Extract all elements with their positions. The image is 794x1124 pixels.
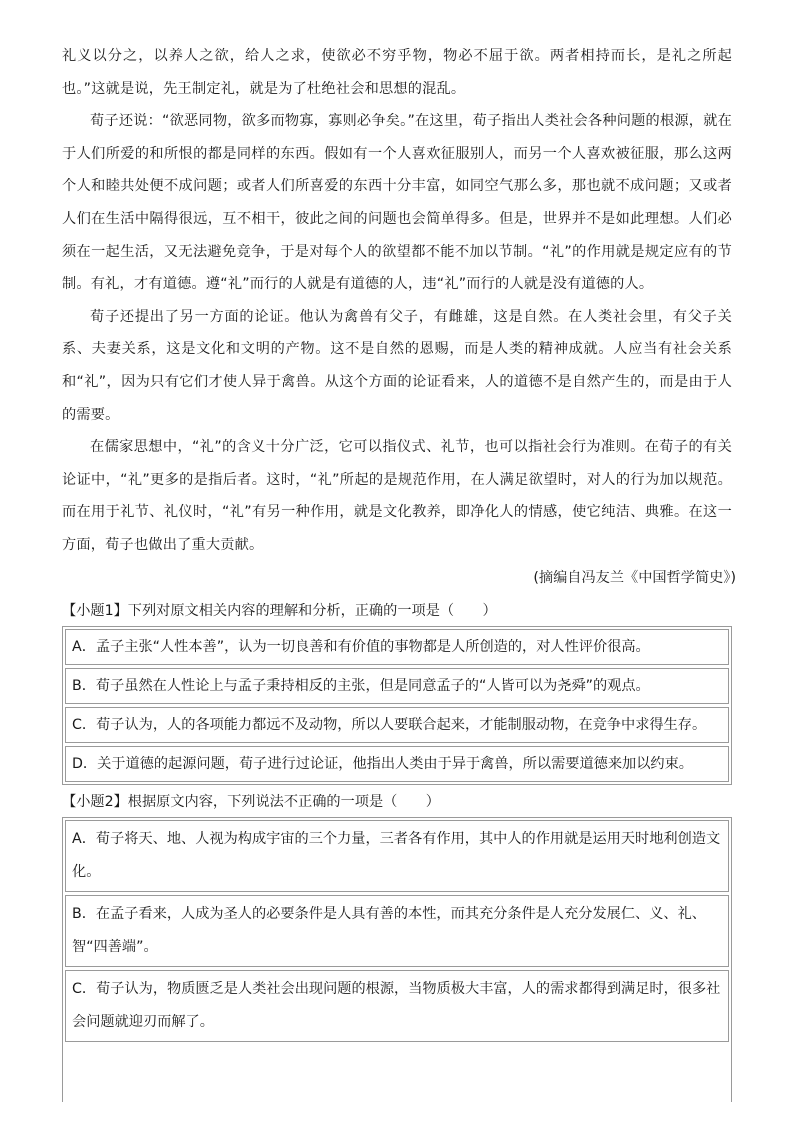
- passage-paragraph-2: 荀子还说：“欲恶同物，欲多而物寡，寡则必争矣。”在这里，荀子指出人类社会各种问题的根源，就在于人们所爱的和所恨的都是同样的东西。假如有一个人喜欢征服别人，而另一个人喜欢被征服，那么这两个人和睦共处便不成问题；或者人们所喜爱的东西十分丰富，如同空气那么多，那也就不成问题；又或者人们在生活中隔得很远，互不相干，彼此之间的问题也会简单得多。但是，世界并不是如此理想。人们必须在一起生活，又无法避免竞争，于是对每个人的欲望都不能不加以节制。“礼”的作用就是规定应有的节制。有礼，才有道德。遵“礼”而行的人就是有道德的人，违“礼”而行的人就是没有道德的人。: [62, 113, 732, 293]
- question-2-options: [62, 817, 732, 1102]
- passage-paragraph-3: 荀子还提出了另一方面的论证。他认为禽兽有父子，有雌雄，这是自然。在人类社会里，有父子关系、夫妻关系，这是文化和文明的产物。这不是自然的恩赐，而是人类的精神成就。人应当有社会关系和“礼”，因为只有它们才使人异于禽兽。从这个方面的论证看来，人的道德不是自然产生的，而是由于人的需要。: [62, 308, 732, 423]
- question-2-option-c[interactable]: C．荀子认为，物质匮乏是人类社会出现问题的根源，当物质极大丰富，人的需求都得到满足时，很多社会问题就迎刃而解了。: [65, 970, 729, 1042]
- passage-paragraph-1: 礼义以分之，以养人之欲，给人之求，使欲必不穷乎物，物必不屈于欲。两者相持而长，是礼之所起也。”这就是说，先王制定礼，就是为了杜绝社会和思想的混乱。: [62, 48, 732, 97]
- question-1-option-c[interactable]: C．荀子认为，人的各项能力都远不及动物，所以人要联合起来，才能制服动物，在竞争中求得生存。: [65, 707, 729, 743]
- question-2-option-a[interactable]: A．荀子将天、地、人视为构成宇宙的三个力量，三者各有作用，其中人的作用就是运用天时地利创造文化。: [65, 820, 729, 892]
- question-1-option-a[interactable]: A．孟子主张“人性本善”，认为一切良善和有价值的事物都是人所创造的，对人性评价很高。: [65, 629, 729, 665]
- question-1-option-d[interactable]: D．关于道德的起源问题，荀子进行过论证，他指出人类由于异于禽兽，所以需要道德来加以约束。: [65, 746, 729, 782]
- question-1-option-b[interactable]: B．荀子虽然在人性论上与孟子秉持相反的主张，但是同意孟子的“人皆可以为尧舜”的观点。: [65, 668, 729, 704]
- passage-paragraph-4: 在儒家思想中，“礼”的含义十分广泛，它可以指仪式、礼节，也可以指社会行为准则。在荀子的有关论证中，“礼”更多的是指后者。这时，“礼”所起的是规范作用，在人满足欲望时，对人的行为加以规范。而在用于礼节、礼仪时，“礼”有另一种作用，就是文化教养，即净化人的情感，使它纯洁、典雅。在这一方面，荀子也做出了重大贡献。: [62, 439, 732, 553]
- passage-source: (摘编自冯友兰《中国哲学简史》): [533, 569, 736, 586]
- question-2-title: 【小题2】根据原文内容，下列说法不正确的一项是（ ）: [62, 793, 440, 810]
- document-page: [62, 40, 736, 1102]
- question-1-title: 【小题1】下列对原文相关内容的理解和分析，正确的一项是（ ）: [62, 602, 497, 619]
- question-2-option-b[interactable]: B．在孟子看来，人成为圣人的必要条件是人具有善的本性，而其充分条件是人充分发展仁、义、礼、智“四善端”。: [65, 895, 729, 967]
- question-1-options: [62, 626, 732, 785]
